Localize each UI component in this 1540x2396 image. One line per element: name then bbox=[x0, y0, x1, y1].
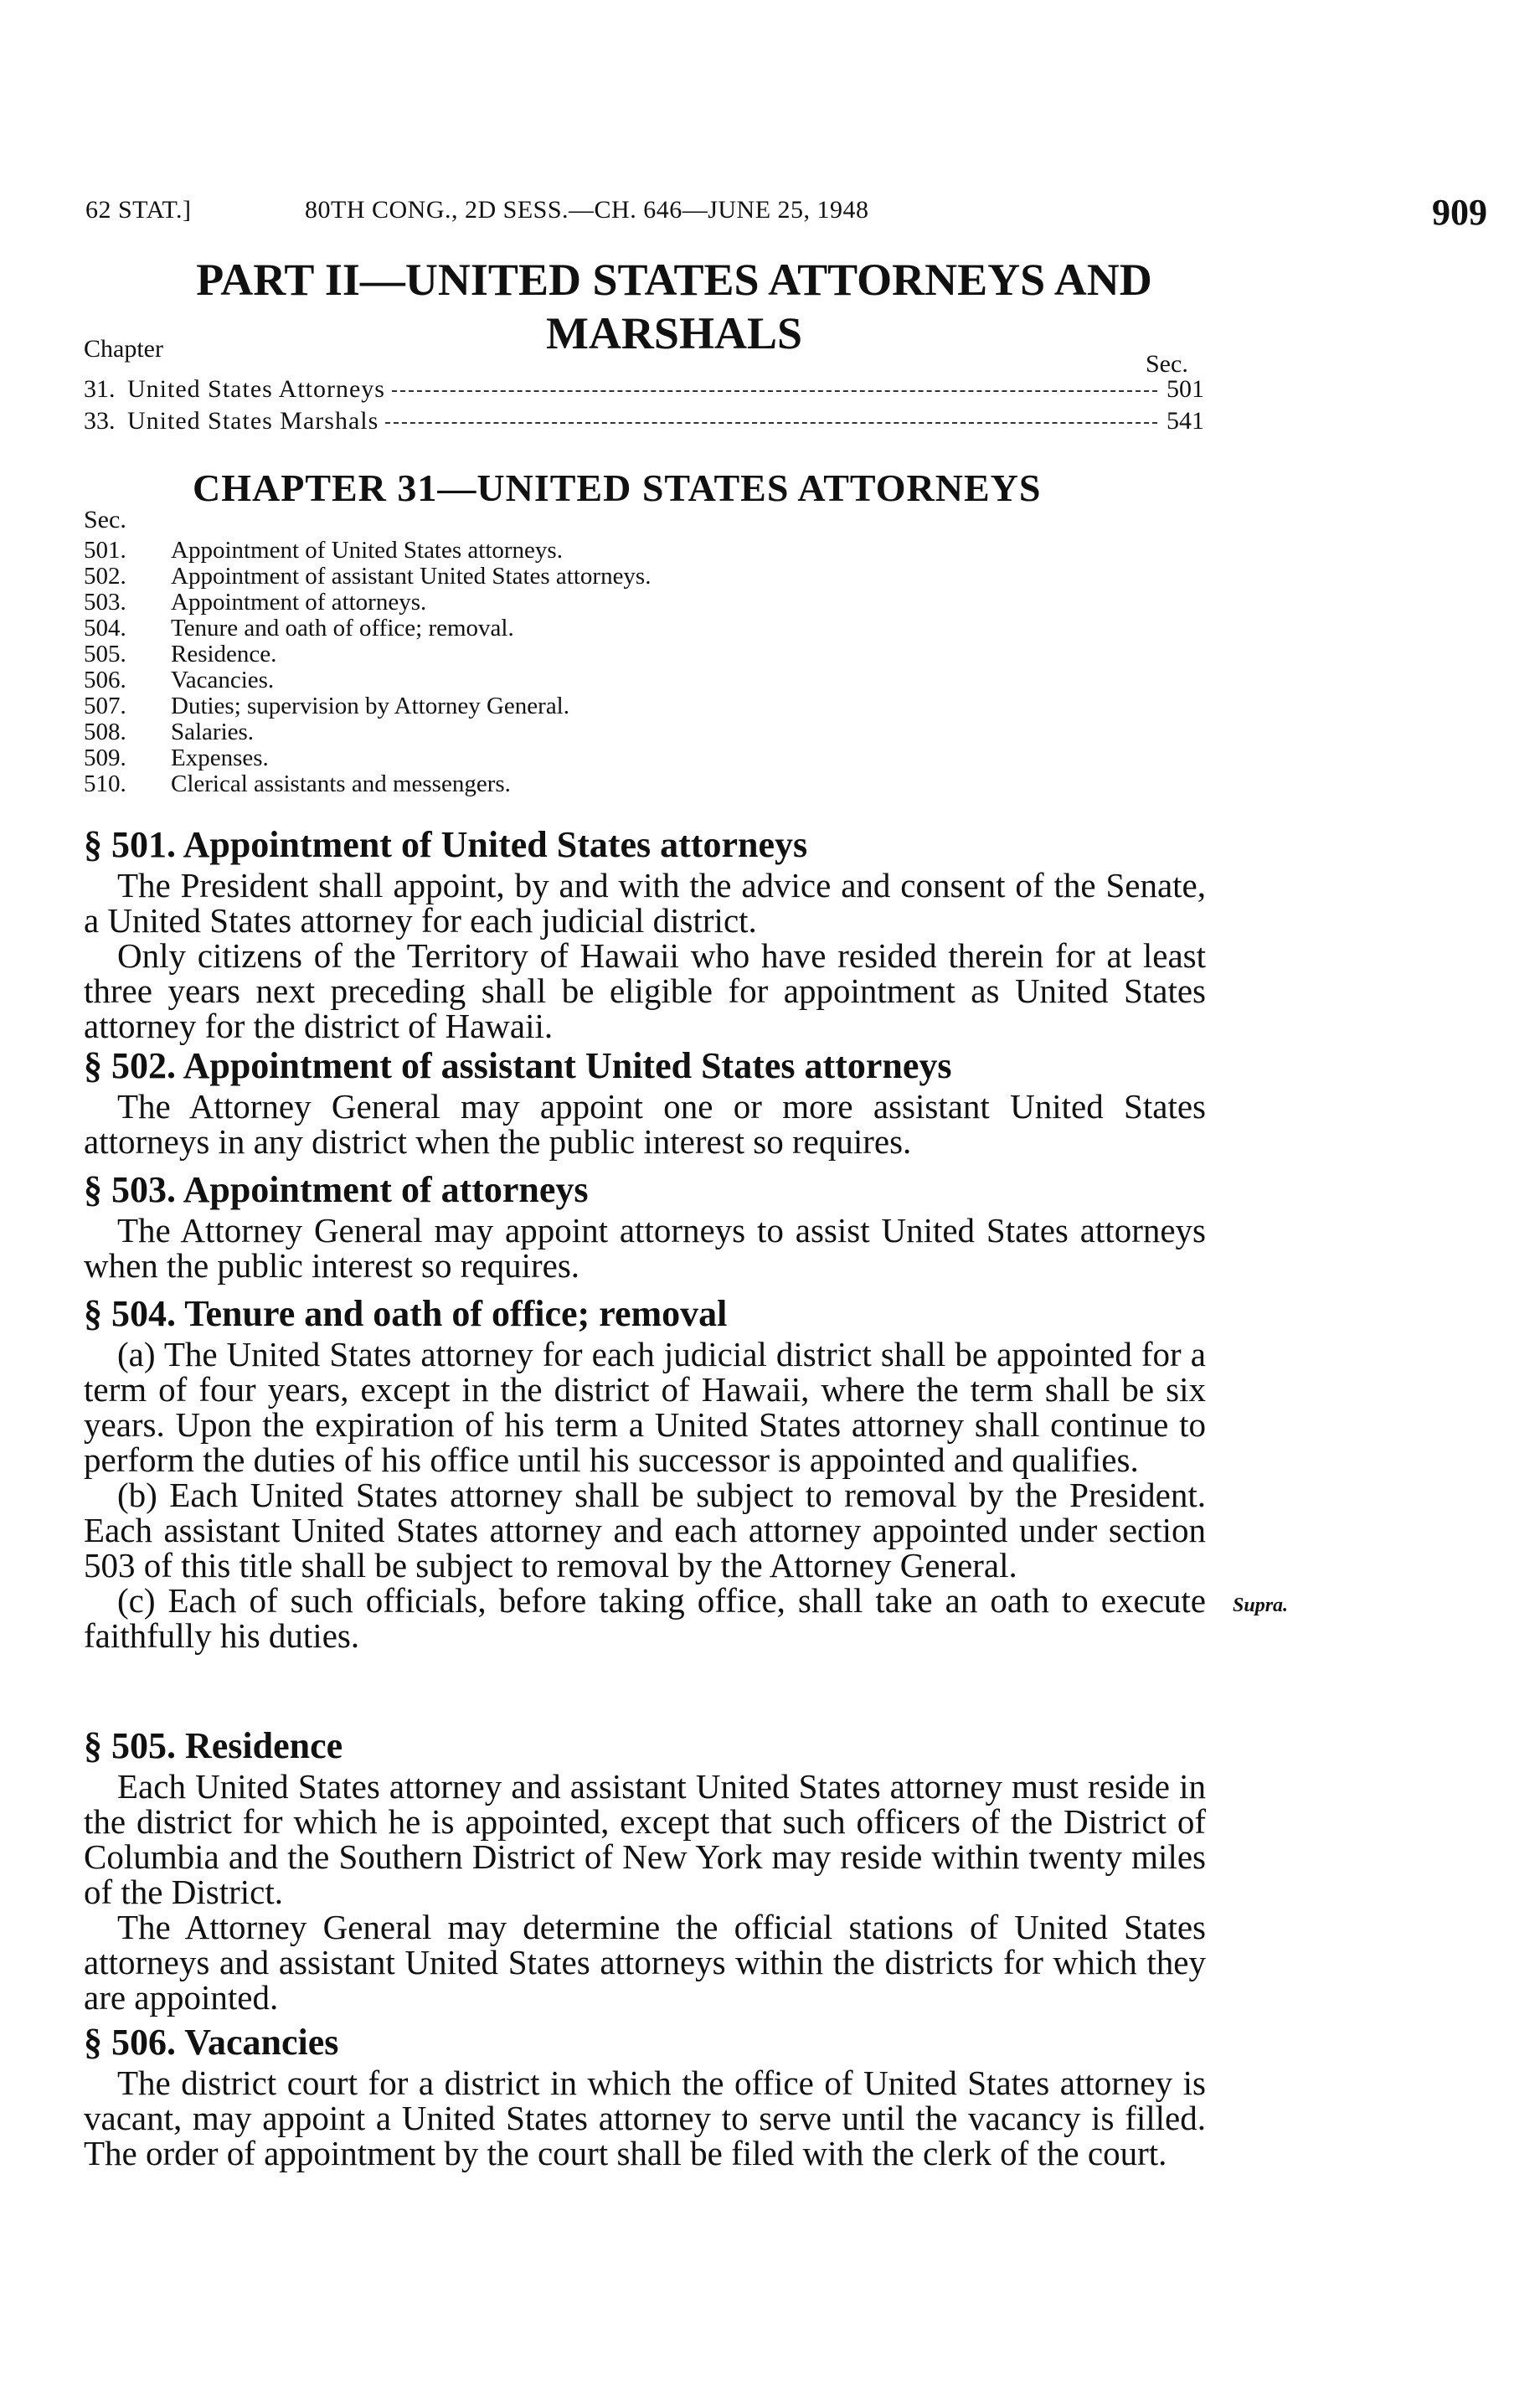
section-heading: § 502. Appointment of assistant United States attorneys bbox=[84, 1045, 952, 1086]
section-list bbox=[84, 538, 837, 797]
list-item bbox=[84, 538, 837, 564]
section-502 bbox=[84, 1043, 1206, 1159]
paragraph: Each United States attorney and assistant United States attorney must reside in the district for which he is appointed, except that such officers of the District of Columbia and the Southern District of New York may reside within twenty miles of the District. bbox=[84, 1767, 1206, 1911]
toc-chapter-number: 33. bbox=[84, 407, 116, 435]
toc-row bbox=[84, 407, 1204, 439]
section-title: Clerical assistants and messengers. bbox=[171, 770, 511, 797]
list-item bbox=[84, 693, 837, 719]
session-reference: 80TH CONG., 2D SESS.—CH. 646—JUNE 25, 1948 bbox=[305, 196, 869, 224]
paragraph: (b) Each United States attorney shall be subject to removal by the President. Each assistant United States attorney and each attorney appointed under section 503 of this title shall be subject to removal by the Attorney General. bbox=[84, 1476, 1206, 1584]
leader-dots bbox=[385, 422, 1157, 424]
section-506 bbox=[84, 2020, 1206, 2171]
toc-section-number: 501 bbox=[1167, 375, 1204, 403]
section-501 bbox=[84, 822, 1206, 1043]
section-number: 506. bbox=[84, 667, 126, 693]
section-number: 504. bbox=[84, 615, 126, 642]
section-heading: § 505. Residence bbox=[84, 1725, 343, 1766]
section-title: Appointment of assistant United States attorneys. bbox=[171, 563, 652, 590]
section-number: 503. bbox=[84, 589, 126, 616]
section-number: 507. bbox=[84, 693, 126, 719]
section-title: Salaries. bbox=[171, 719, 255, 745]
paragraph: (c) Each of such officials, before taking office, shall take an oath to execute faithfully his duties. bbox=[84, 1581, 1206, 1655]
chapter-title: CHAPTER 31—UNITED STATES ATTORNEYS bbox=[193, 466, 1042, 509]
section-heading: § 503. Appointment of attorneys bbox=[84, 1169, 589, 1210]
list-item bbox=[84, 642, 837, 667]
paragraph: (a) The United States attorney for each judicial district shall be appointed for a term of four years, except in the district of Hawaii, where the term shall be six years. Upon the expiration of his term a United States attorney shall continue to perform the duties of his office until his successor is appointed and qualifies. bbox=[84, 1335, 1206, 1479]
toc-section-number: 541 bbox=[1167, 407, 1204, 435]
list-item bbox=[84, 771, 837, 797]
paragraph: The Attorney General may appoint attorneys to assist United States attorneys when the public interest so requires. bbox=[84, 1211, 1206, 1285]
margin-note: Supra. bbox=[1233, 1595, 1289, 1616]
paragraph: The Attorney General may determine the official stations of United States attorneys and assistant United States attorneys within the districts for which they are appointed. bbox=[84, 1908, 1206, 2017]
section-504 bbox=[84, 1291, 1206, 1653]
section-title: Appointment of United States attorneys. bbox=[171, 537, 563, 564]
section-title: Tenure and oath of office; removal. bbox=[171, 615, 514, 642]
sec-list-label: Sec. bbox=[84, 506, 126, 533]
list-item bbox=[84, 616, 837, 642]
list-item bbox=[84, 564, 837, 590]
section-number: 509. bbox=[84, 745, 126, 771]
section-number: 501. bbox=[84, 537, 126, 564]
section-505 bbox=[84, 1724, 1206, 2015]
running-header bbox=[85, 191, 1492, 241]
section-title: Duties; supervision by Attorney General. bbox=[171, 693, 569, 719]
paragraph: The district court for a district in which the office of United States attorney is vacant, may appoint a United States attorney to serve until the vacancy is filled. The order of appointment by the court shall be filed with the clerk of the court. bbox=[84, 2064, 1206, 2172]
list-item bbox=[84, 719, 837, 745]
section-number: 508. bbox=[84, 719, 126, 745]
section-title: Vacancies. bbox=[171, 667, 275, 693]
list-item bbox=[84, 667, 837, 693]
leader-dots bbox=[392, 390, 1157, 392]
section-number: 510. bbox=[84, 770, 126, 797]
section-title: Expenses. bbox=[171, 745, 269, 771]
toc-chapter-title: United States Attorneys bbox=[127, 375, 385, 403]
stat-reference: 62 STAT.] bbox=[85, 196, 192, 224]
list-item bbox=[84, 745, 837, 771]
chapter-column-label: Chapter bbox=[84, 335, 163, 363]
list-item bbox=[84, 590, 837, 616]
toc-row bbox=[84, 375, 1204, 407]
section-title: Appointment of attorneys. bbox=[171, 589, 427, 616]
section-number: 502. bbox=[84, 563, 126, 590]
section-number: 505. bbox=[84, 641, 126, 667]
toc-chapter-title: United States Marshals bbox=[127, 407, 379, 435]
part-title: PART II—UNITED STATES ATTORNEYS AND MARSHALS bbox=[196, 255, 1152, 358]
section-heading: § 506. Vacancies bbox=[84, 2022, 339, 2063]
sec-column-label: Sec. bbox=[1146, 350, 1188, 378]
toc-chapter-number: 31. bbox=[84, 375, 116, 403]
section-title: Residence. bbox=[171, 641, 277, 667]
section-heading: § 504. Tenure and oath of office; removal bbox=[84, 1293, 728, 1334]
paragraph: Only citizens of the Territory of Hawaii who have resided therein for at least three years next preceding shall be eligible for appointment as United States attorney for the district of Hawaii. bbox=[84, 936, 1206, 1045]
section-503 bbox=[84, 1167, 1206, 1283]
page-number: 909 bbox=[1432, 192, 1487, 233]
section-heading: § 501. Appointment of United States attorneys bbox=[84, 824, 808, 865]
paragraph: The Attorney General may appoint one or more assistant United States attorneys in any district when the public interest so requires. bbox=[84, 1087, 1206, 1161]
paragraph: The President shall appoint, by and with the advice and consent of the Senate, a United States attorney for each judicial district. bbox=[84, 866, 1206, 940]
